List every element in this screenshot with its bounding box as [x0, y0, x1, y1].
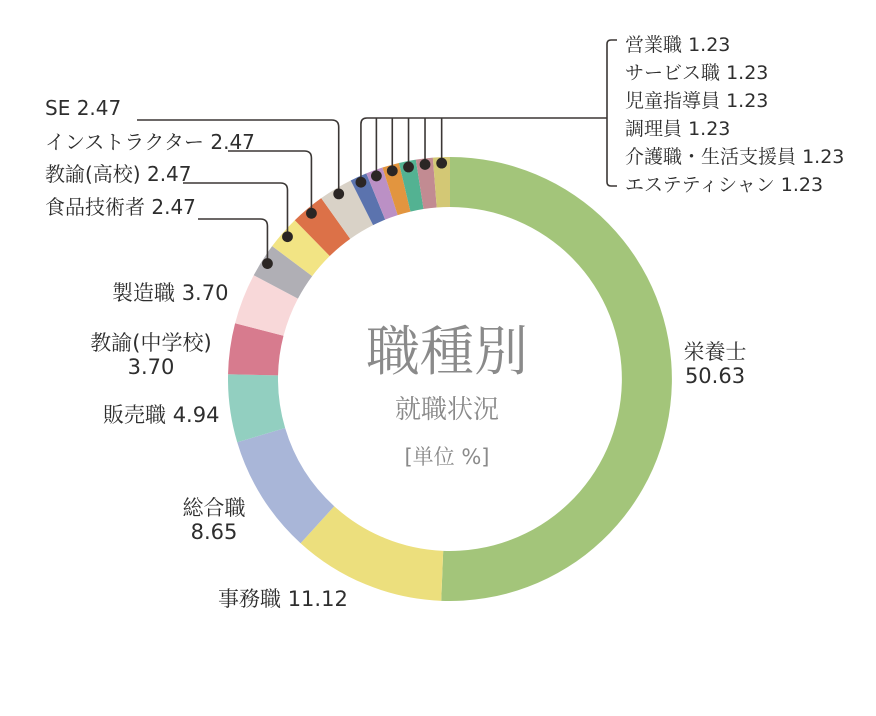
label-dietitian: 栄養士 50.63: [683, 340, 747, 389]
label-se: SE 2.47: [45, 96, 122, 120]
label-general-office: 総合職 8.65: [182, 496, 246, 545]
legend-item-eigyoshoku: 営業職 1.23: [625, 34, 731, 56]
label-clerical: 事務職 11.12: [218, 587, 348, 611]
leader-dot-15: [436, 158, 447, 169]
leader-dot-7: [282, 231, 293, 242]
chart-unit-label: [単位 %]: [404, 444, 490, 469]
leader-dot-10: [356, 177, 367, 188]
leader-dot-13: [403, 162, 414, 173]
legend-bracket: [607, 40, 617, 186]
leader-dot-11: [371, 171, 382, 182]
legend-item-service: サービス職 1.23: [625, 62, 769, 84]
legend-item-kaigo: 介護職・生活支援員 1.23: [625, 146, 845, 168]
chart-center-text: [287, 320, 607, 471]
legend-item-esthetician: エステティシャン 1.23: [625, 174, 824, 196]
callout-legend-list: [625, 31, 844, 199]
label-instructor: インストラクター 2.47: [45, 130, 255, 154]
leader-dot-9: [333, 188, 344, 199]
legend-item-jido-shidoin: 児童指導員 1.23: [625, 90, 769, 112]
legend-item-chorin: 調理員 1.23: [625, 118, 731, 140]
leader-dot-14: [420, 159, 431, 170]
chart-subtitle: 就職状況: [394, 394, 499, 425]
label-teacher-juniorhigh: 教諭(中学校) 3.70: [90, 331, 212, 380]
leader-dot-12: [387, 165, 398, 176]
leader-line-8: [228, 151, 311, 213]
leader-dot-6: [262, 258, 273, 269]
label-manufacturing: 製造職 3.70: [112, 281, 229, 305]
label-food-technician: 食品技術者 2.47: [45, 195, 196, 219]
label-sales-floor: 販売職 4.94: [103, 403, 220, 427]
chart-title: 職種別: [366, 320, 528, 383]
leader-line-7: [183, 183, 287, 237]
label-teacher-highschool: 教諭(高校) 2.47: [45, 162, 192, 186]
leader-dot-8: [306, 208, 317, 219]
leader-line-6: [198, 219, 267, 264]
